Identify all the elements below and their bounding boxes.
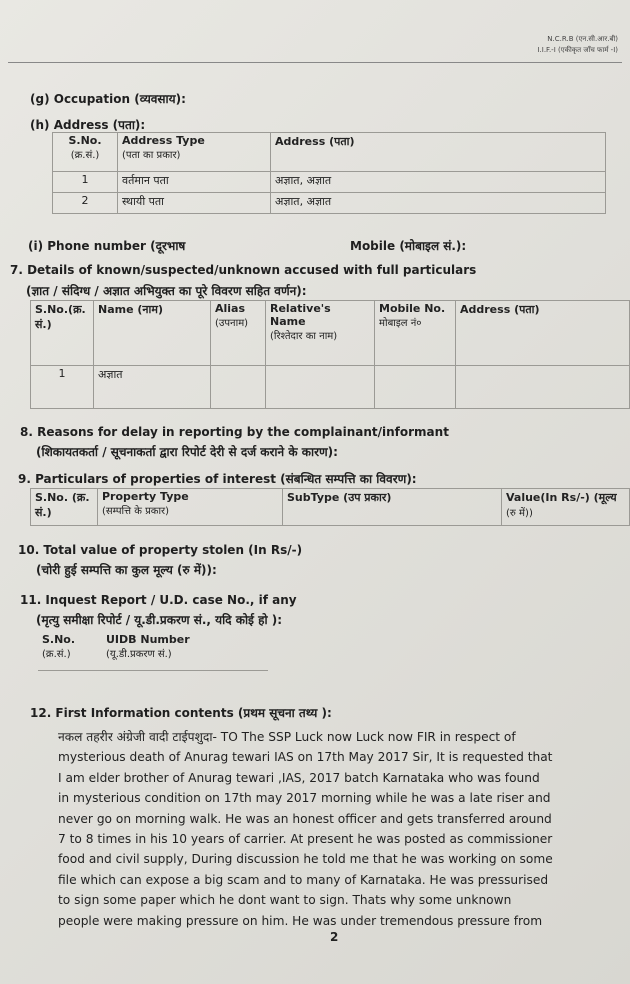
col-alias: Alias: [215, 302, 246, 315]
table-header-row: [53, 133, 606, 172]
table-row: [53, 172, 606, 193]
col-sno: S.No.(क्र.: [35, 303, 86, 316]
accused-table: [30, 300, 630, 409]
fir-line: never go on morning walk. He was an honest officer and gets transferred around: [58, 811, 552, 826]
col-sno-2: सं.): [35, 506, 52, 519]
col-mobile-hi: मोबाइल नं०: [379, 318, 422, 329]
col-address-type: Address Type: [122, 134, 205, 147]
table-header-row: [38, 632, 268, 671]
fir-line: food and civil supply, During discussion he told me that he was working on some: [58, 852, 553, 867]
col-sno: S.No.: [68, 134, 102, 147]
header-line-1: N.C.R.B (एन.सी.आर.बी): [547, 35, 618, 43]
cell-sno: 1: [53, 172, 118, 193]
col-value: Value(In Rs/-) (मूल्य: [506, 491, 617, 504]
col-address: Address (पता): [275, 135, 355, 148]
header-divider: [8, 62, 622, 63]
col-name: Name (नाम): [98, 303, 163, 316]
property-table: [30, 488, 630, 526]
table-header-row: [31, 489, 630, 526]
table-row: [31, 366, 630, 409]
cell-address: अज्ञात, अज्ञात: [271, 172, 606, 193]
accused-label-hi: (ज्ञात / संदिग्ध / अज्ञात अभियुक्त का पूरे विवरण सहित वर्णन):: [26, 284, 307, 298]
phone-label: (i) Phone number (दूरभाष: [28, 239, 186, 253]
fir-line: in mysterious condition on 17th may 2017 morning while he was a late riser and: [58, 791, 551, 806]
col-address: Address (पता): [460, 303, 540, 316]
col-value-2: (रु में)): [506, 508, 533, 519]
col-sno-hi: (क्र.सं.): [42, 649, 71, 660]
fir-line: I am elder brother of Anurag tewari ,IAS, 2017 batch Karnataka who was found: [58, 770, 540, 785]
col-relative-2: Name: [270, 315, 306, 328]
fir-line: people were making pressure on him. He was under tremendous pressure from: [58, 913, 543, 928]
total-value-label: 10. Total value of property stolen (In Rs/-): [18, 543, 303, 557]
form-header: [537, 34, 618, 56]
col-sno-2: सं.): [35, 318, 52, 331]
fir-line: to sign some paper which he dont want to sign. Thats why some unknown: [58, 893, 512, 908]
col-relative: Relative's: [270, 302, 331, 315]
header-line-2: I.I.F.-I (एकीकृत जाँच फार्म -I): [537, 46, 618, 54]
cell-sno: 1: [31, 366, 94, 409]
fir-line: 7 to 8 times in his 10 years of carrier. At present he was posted as commissioner: [58, 832, 553, 847]
table-row: [53, 193, 606, 214]
cell-name: अज्ञात: [94, 366, 211, 409]
occupation-label: (g) Occupation (व्यवसाय):: [30, 92, 186, 106]
address-label: (h) Address (पता):: [30, 118, 146, 132]
inquest-table: [38, 632, 268, 671]
total-value-label-hi: (चोरी हुई सम्पत्ति का कुल मूल्य (रु में)):: [36, 563, 217, 577]
property-label: 9. Particulars of properties of interest (संबन्धित सम्पत्ति का विवरण):: [18, 472, 417, 486]
fir-contents-body: [58, 727, 588, 931]
col-property-type: Property Type: [102, 490, 189, 503]
cell-type: स्थायी पता: [118, 193, 271, 214]
col-relative-hi: (रिश्तेदार का नाम): [270, 331, 338, 342]
accused-label: 7. Details of known/suspected/unknown accused with full particulars: [10, 263, 477, 277]
col-uidb-hi: (यू.डी.प्रकरण सं.): [106, 649, 172, 660]
mobile-label: Mobile (मोबाइल सं.):: [350, 239, 467, 253]
cell-type: वर्तमान पता: [118, 172, 271, 193]
col-sno-hi: (क्र.सं.): [70, 150, 100, 161]
col-alias-hi: (उपनाम): [215, 318, 249, 329]
fir-line: mysterious death of Anurag tewari IAS on 17th May 2017 Sir, It is requested that: [58, 750, 553, 765]
col-mobile: Mobile No.: [379, 302, 446, 315]
page-number: 2: [330, 930, 339, 944]
address-table: [52, 132, 606, 214]
col-uidb: UIDB Number: [106, 633, 190, 646]
fir-line: file which can expose a big scam and to many of Karnataka. He was pressurised: [58, 872, 549, 887]
cell-address: अज्ञात, अज्ञात: [271, 193, 606, 214]
col-subtype: SubType (उप प्रकार): [287, 491, 392, 504]
delay-label-hi: (शिकायतकर्ता / सूचनाकर्ता द्वारा रिपोर्ट देरी से दर्ज कराने के कारण):: [36, 445, 338, 459]
fir-contents-label: 12. First Information contents (प्रथम सूचना तथ्य ):: [30, 706, 332, 720]
col-property-type-hi: (सम्पत्ति के प्रकार): [102, 506, 170, 517]
cell-sno: 2: [53, 193, 118, 214]
col-sno: S.No. (क्र.: [35, 491, 90, 504]
col-address-type-hi: (पता का प्रकार): [122, 150, 181, 161]
table-header-row: [31, 301, 630, 366]
inquest-label-hi: (मृत्यु समीक्षा रिपोर्ट / यू.डी.प्रकरण सं., यदि कोई हो ):: [36, 613, 283, 627]
inquest-label: 11. Inquest Report / U.D. case No., if any: [20, 593, 297, 607]
col-sno: S.No.: [42, 633, 76, 646]
fir-line: नकल तहरीर अंग्रेजी वादी टाईपशुदा- TO The SSP Luck now Luck now FIR in respect of: [58, 730, 516, 744]
delay-label: 8. Reasons for delay in reporting by the complainant/informant: [20, 425, 449, 439]
